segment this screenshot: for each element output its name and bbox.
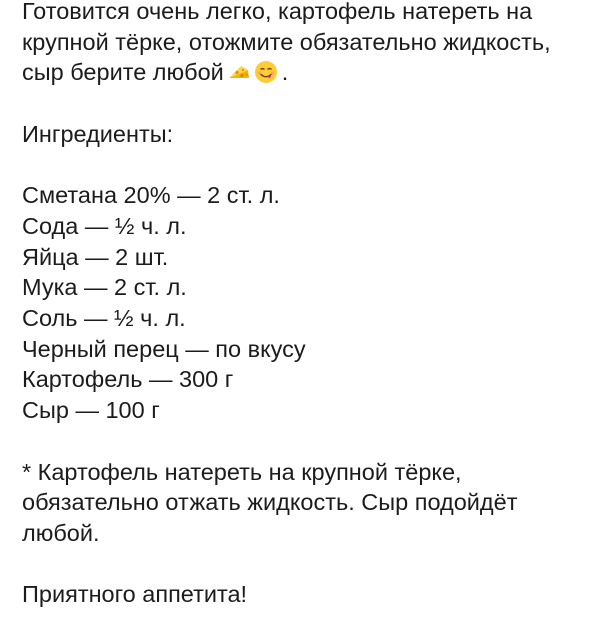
paragraph-gap bbox=[22, 426, 592, 457]
ingredient-item: Мука — 2 ст. л. bbox=[22, 274, 187, 301]
closing-text: Приятного аппетита! bbox=[22, 581, 248, 608]
intro-paragraph bbox=[22, 0, 592, 88]
recipe-post bbox=[22, 0, 592, 610]
intro-line-last bbox=[22, 57, 592, 88]
yum-face-icon bbox=[254, 60, 278, 84]
ingredient-item: Соль — ½ ч. л. bbox=[22, 305, 186, 331]
note-line: * Картофель натереть на крупной тёрке, bbox=[22, 458, 462, 485]
ingredients-heading: Ингредиенты: bbox=[22, 120, 174, 147]
ingredient-item: Картофель — 300 г bbox=[22, 366, 234, 393]
intro-line-text: сыр берите любой bbox=[22, 59, 224, 86]
note-line: обязательно отжать жидкость. Сыр подойдёт bbox=[22, 489, 518, 516]
ingredient-item: Сметана 20% — 2 ст. л. bbox=[22, 182, 280, 209]
intro-line: Готовится очень легко, картофель натереть на bbox=[22, 0, 533, 24]
paragraph-gap bbox=[22, 549, 592, 580]
ingredient-item: Яйца — 2 шт. bbox=[22, 243, 169, 270]
cheese-icon bbox=[227, 60, 251, 84]
intro-line: крупной тёрке, отожмите обязательно жидкость, bbox=[22, 28, 551, 55]
ingredients-list bbox=[22, 180, 592, 426]
note-paragraph bbox=[22, 457, 592, 549]
ingredient-item: Черный перец — по вкусу bbox=[22, 335, 306, 362]
paragraph-gap bbox=[22, 150, 592, 181]
intro-trailing-dot: . bbox=[281, 59, 289, 86]
note-line: любой. bbox=[22, 519, 100, 546]
ingredient-item: Сода — ½ ч. л. bbox=[22, 212, 187, 239]
ingredient-item: Сыр — 100 г bbox=[22, 397, 160, 424]
paragraph-gap bbox=[22, 88, 592, 119]
